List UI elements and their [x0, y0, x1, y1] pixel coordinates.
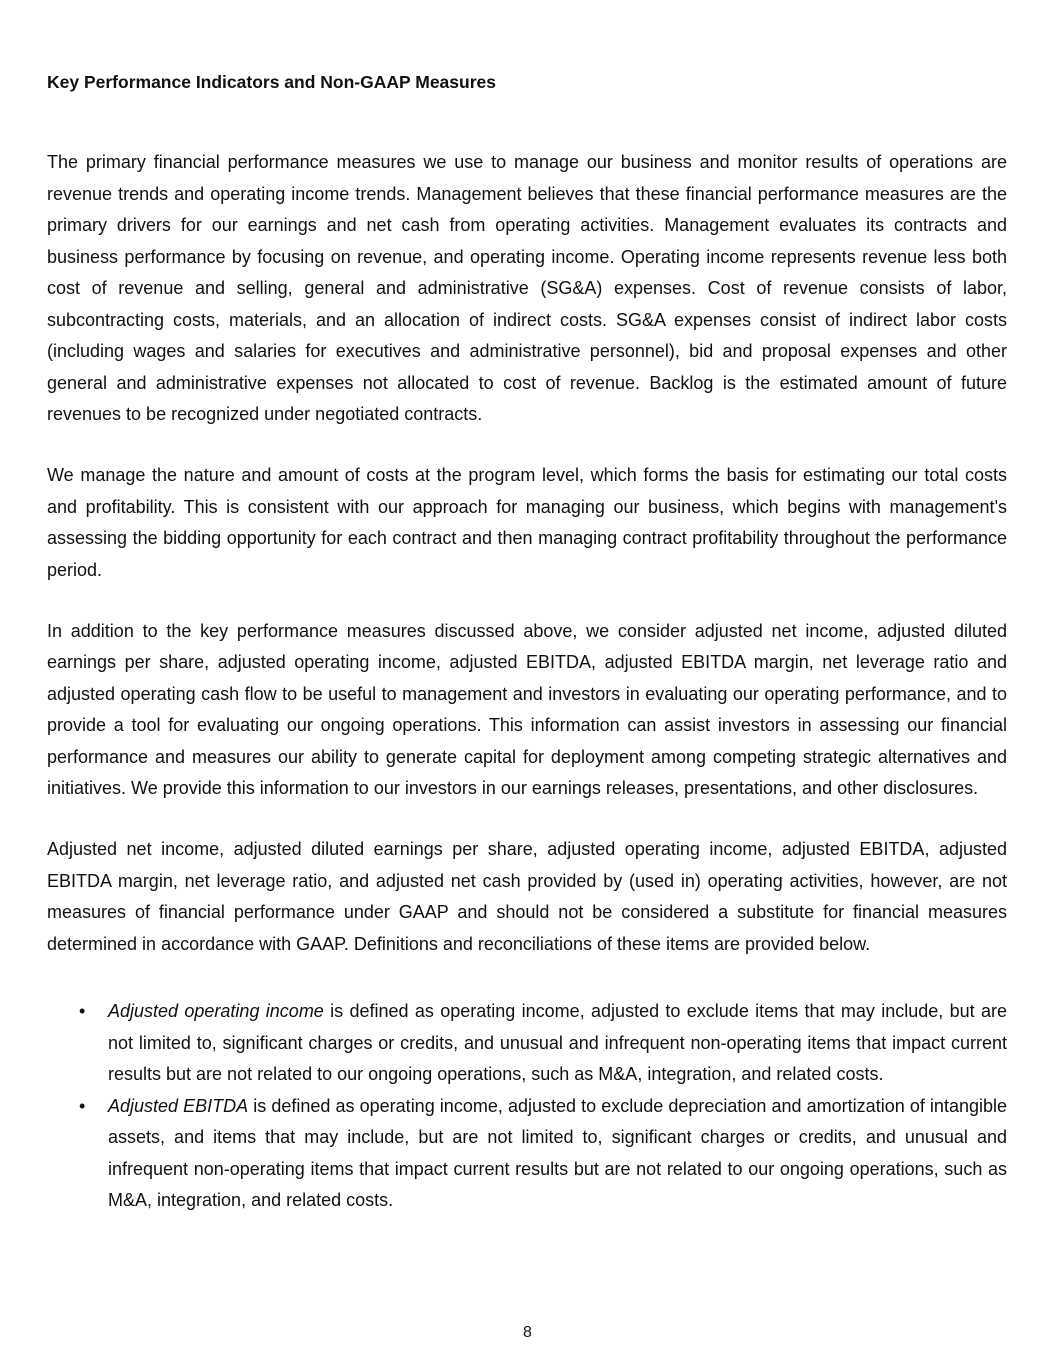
definition-text: is defined as operating income, adjusted to exclude items that may include, but are not limited to, significant charges or credits, and unusual and infrequent non-operating items that impact current results but are not related to our ongoing operations, such as M&A, integration, and related costs.	[108, 1001, 1007, 1084]
section-heading: Key Performance Indicators and Non-GAAP Measures	[47, 72, 496, 92]
list-item	[108, 996, 1007, 1091]
paragraph: In addition to the key performance measures discussed above, we consider adjusted net income, adjusted diluted earnings per share, adjusted operating income, adjusted EBITDA, adjusted EBITDA margin, net leverage ratio and adjusted operating cash flow to be useful to management and investors in evaluating our operating performance, and to provide a tool for evaluating our ongoing operations. This information can assist investors in assessing our financial performance and measures our ability to generate capital for deployment among competing strategic alternatives and initiatives. We provide this information to our investors in our earnings releases, presentations, and other disclosures.	[47, 620, 1007, 798]
paragraph: Adjusted net income, adjusted diluted earnings per share, adjusted operating income, adjusted EBITDA, adjusted EBITDA margin, net leverage ratio, and adjusted net cash provided by (used in) operating activities, however, are not measures of financial performance under GAAP and should not be considered a substitute for financial measures determined in accordance with GAAP. Definitions and reconciliations of these items are provided below.	[47, 839, 1007, 954]
paragraph: We manage the nature and amount of costs at the program level, which forms the basis for estimating our total costs and profitability. This is consistent with our approach for managing our business, which begins with management's assessing the bidding opportunity for each contract and then managing contract profitability throughout the performance period.	[47, 465, 1007, 580]
document-body	[47, 147, 1007, 1217]
page-number: 8	[523, 1324, 532, 1341]
defined-term: Adjusted operating income	[108, 1001, 324, 1021]
definition-text: is defined as operating income, adjusted to exclude depreciation and amortization of intangible assets, and items that may include, but are not limited to, significant charges or credits, and unusual and infrequent non-operating items that impact current results but are not related to our ongoing operations, such as M&A, integration, and related costs.	[108, 1095, 1007, 1210]
defined-term: Adjusted EBITDA	[108, 1095, 249, 1116]
paragraph: The primary financial performance measures we use to manage our business and monitor results of operations are revenue trends and operating income trends. Management believes that these financial performance measures are the primary drivers for our earnings and net cash from operating activities. Management evaluates its contracts and business performance by focusing on revenue, and operating income. Operating income represents revenue less both cost of revenue and selling, general and administrative (SG&A) expenses. Cost of revenue consists of labor, subcontracting costs, materials, and an allocation of indirect costs. SG&A expenses consist of indirect labor costs (including wages and salaries for executives and administrative personnel), bid and proposal expenses and other general and administrative expenses not allocated to cost of revenue. Backlog is the estimated amount of future revenues to be recognized under negotiated contracts.	[47, 152, 1007, 424]
definitions-list	[47, 996, 1007, 1217]
list-item	[108, 1091, 1007, 1217]
